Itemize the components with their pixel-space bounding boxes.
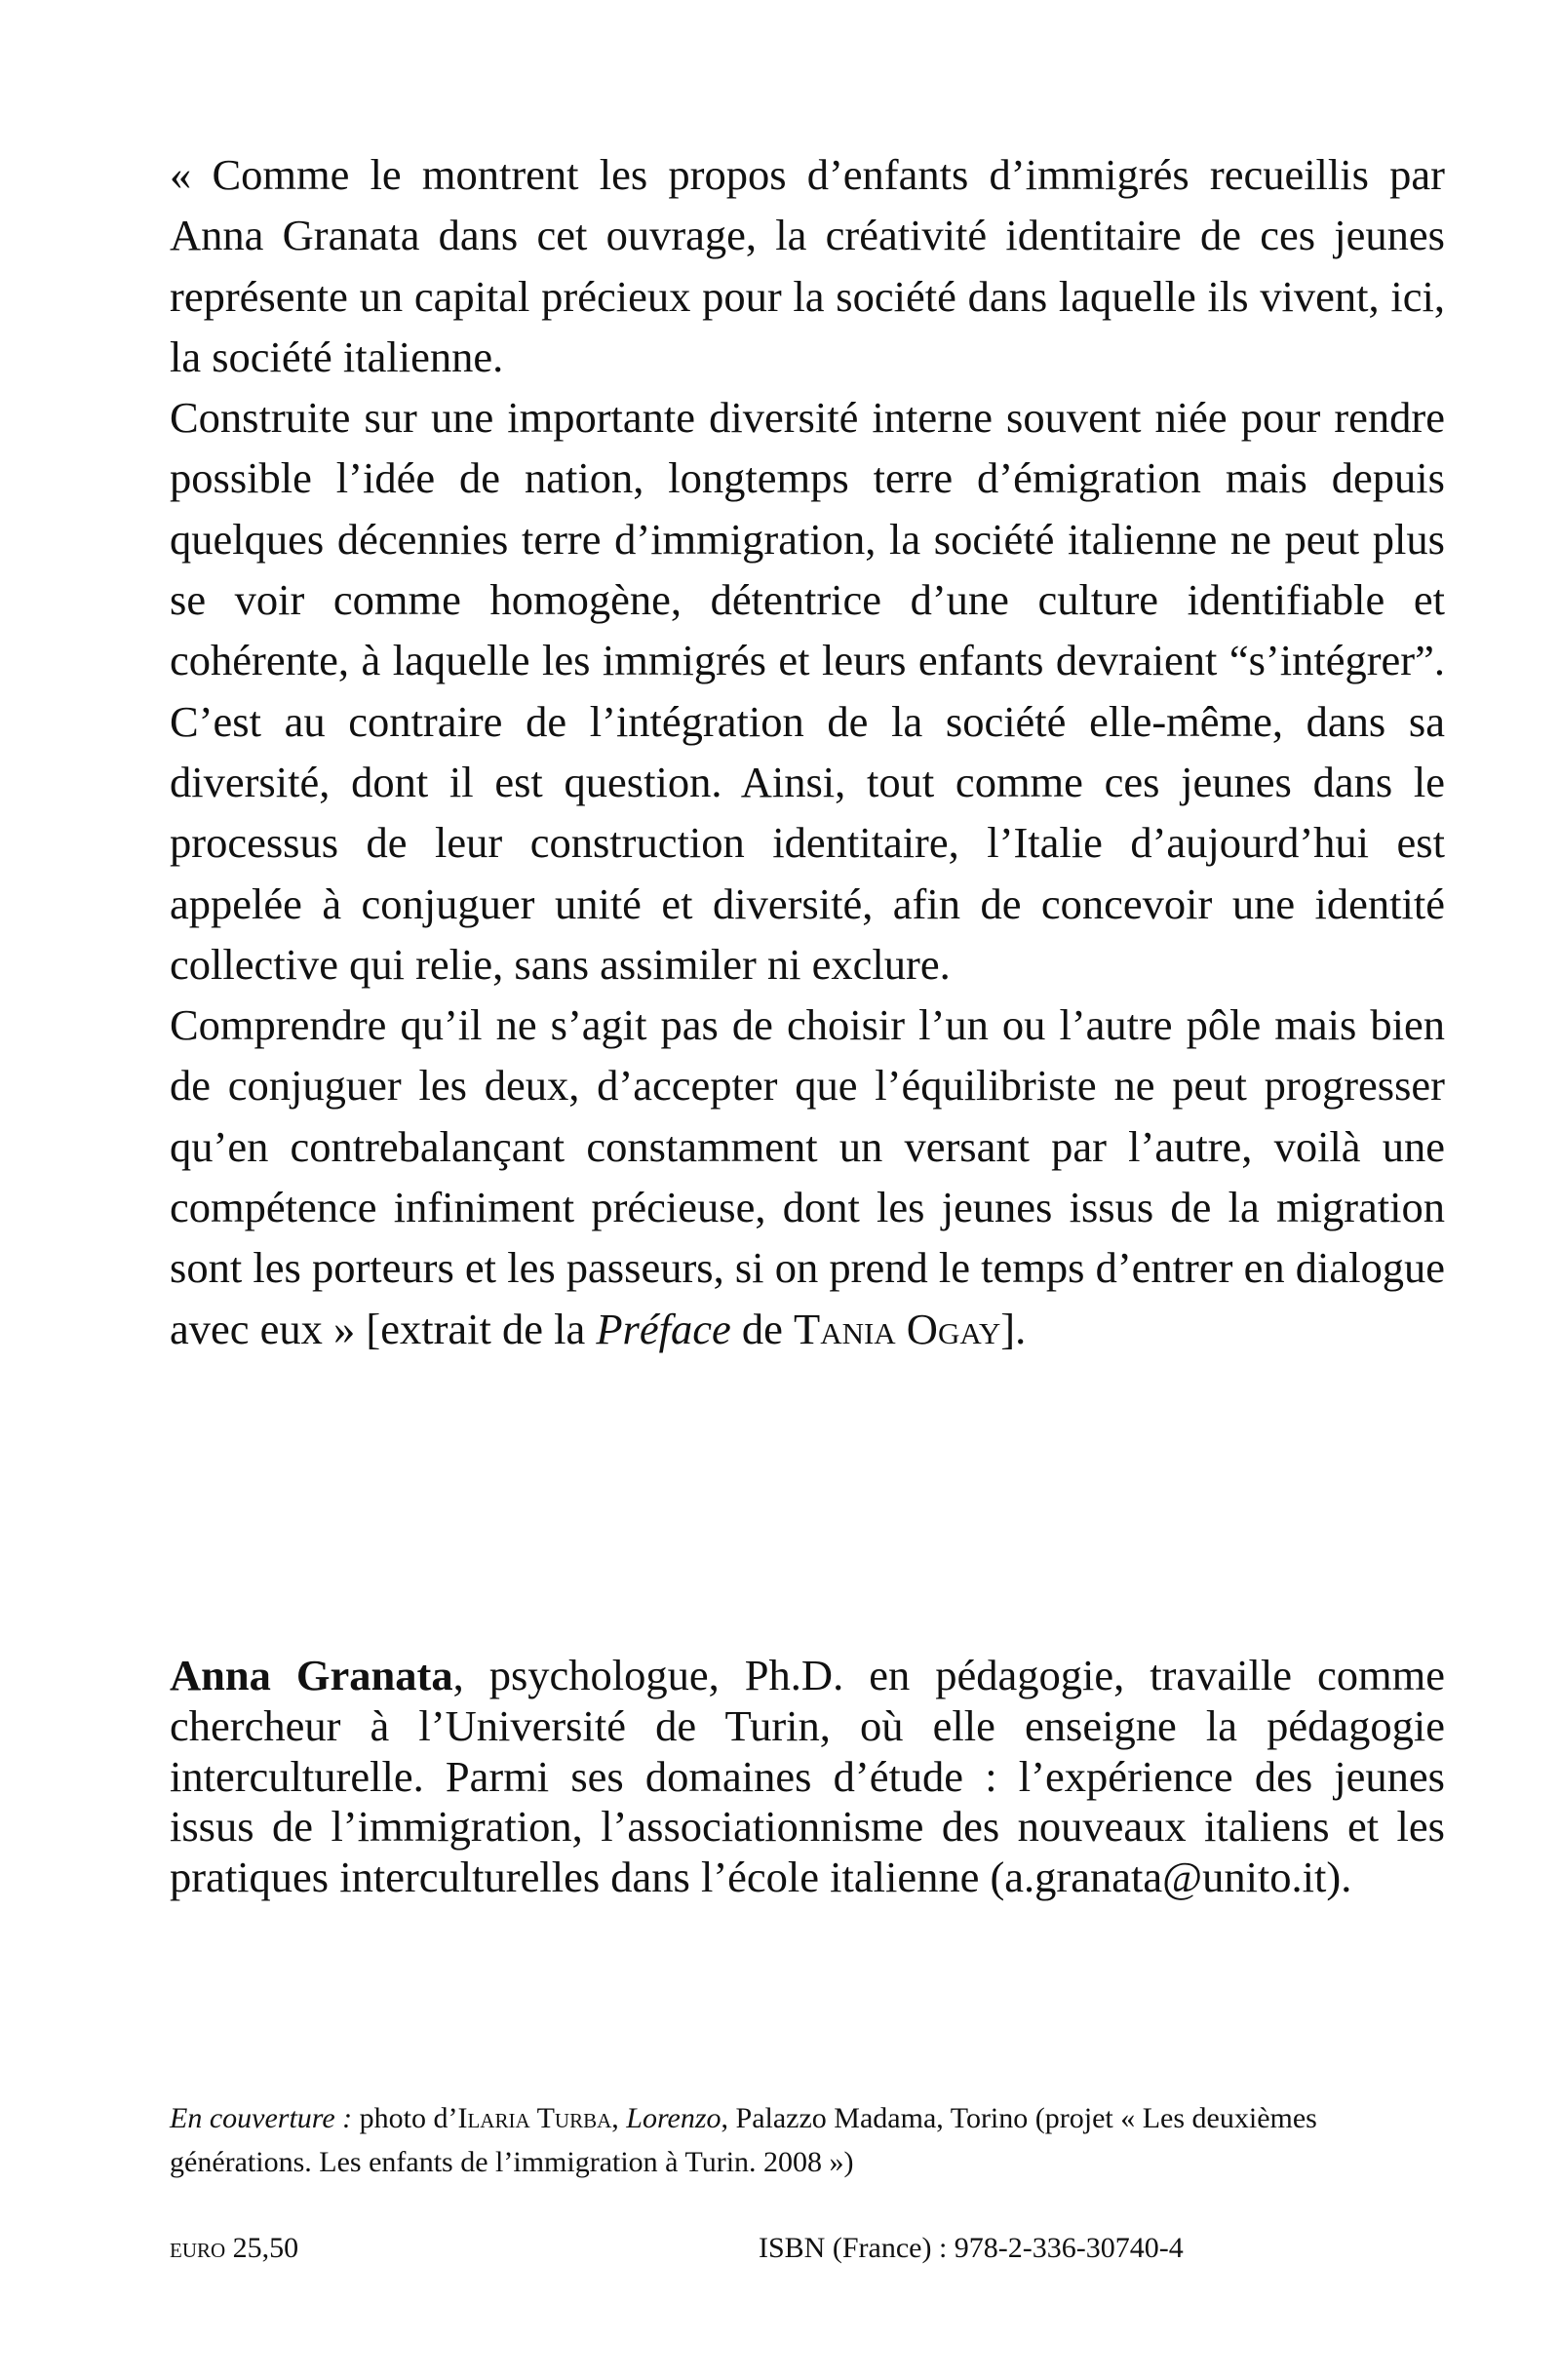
- price-currency: euro: [170, 2232, 226, 2264]
- price-value: 25,50: [232, 2232, 299, 2264]
- quote-paragraph-1: [170, 144, 1445, 387]
- quote-paragraph-3-text: Comprendre qu’il ne s’agit pas de choisir l’un ou l’autre pôle mais bien de conjuguer les deux, d’accepter que l’équilibriste ne peut progresser qu’en contrebalançant constamment un versant par l’autre, voilà une compétence infiniment précieuse, dont les jeunes issus de la migration sont les porteurs et les passeurs, si on prend le temps d’entrer en dialogue avec eux »: [170, 1000, 1445, 1353]
- author-bio: [170, 1651, 1445, 1903]
- cover-credit-work: Lorenzo: [626, 2102, 722, 2134]
- attribution-prefix: [extrait de la: [366, 1304, 586, 1353]
- quote-paragraph-1-text: « Comme le montrent les propos d’enfants d’immigrés recueillis par Anna Granata dans cet ouvrage, la créativité identitaire de ces jeunes représente un capital précieux pour la société dans laquelle ils vivent, ici, la société italienne.: [170, 150, 1445, 381]
- quote-paragraph-3: [170, 995, 1445, 1359]
- attribution-title: Préface: [596, 1304, 731, 1353]
- cover-credit-photo-prefix: photo d’: [359, 2102, 458, 2134]
- attribution-de: de: [741, 1304, 783, 1353]
- cover-credit-paragraph: En couverture : photo d’Ilaria Turba, Lorenzo, Palazzo Madama, Torino (projet « Les deuxièmes générations. Les enfants de l’immigration à Turin. 2008 »): [170, 2102, 1317, 2178]
- quote-paragraph-2: [170, 387, 1445, 995]
- cover-credit: [170, 2096, 1445, 2184]
- quote-paragraph-2-text: Construite sur une importante diversité interne souvent niée pour rendre possible l’idée de nation, longtemps terre d’émigration mais depuis quelques décennies terre d’immigration, la société italienne ne peut plus se voir comme homogène, détentrice d’une culture identifiable et cohérente, à laquelle les immigrés et leurs enfants devraient “s’intégrer”. C’est au contraire de l’intégration de la société elle-même, dans sa diversité, dont il est question. Ainsi, tout comme ces jeunes dans le processus de leur construction identitaire, l’Italie d’aujourd’hui est appelée à conjuguer unité et diversité, afin de concevoir une identité collective qui relie, sans assimiler ni exclure.: [170, 393, 1445, 989]
- cover-credit-photographer: Ilaria Turba: [457, 2102, 612, 2134]
- author-name: Anna Granata: [170, 1651, 453, 1699]
- attribution-author: Tania Ogay: [794, 1304, 1001, 1353]
- cover-credit-label: En couverture :: [170, 2102, 353, 2134]
- cover-credit-details: , Palazzo Madama, Torino (projet « Les deuxièmes générations. Les enfants de l’immigration à Turin. 2008 »): [170, 2102, 1317, 2178]
- attribution-suffix: ].: [1000, 1304, 1027, 1353]
- price: [170, 2229, 298, 2268]
- author-bio-paragraph: [170, 1651, 1445, 1903]
- author-bio-text: , psychologue, Ph.D. en pédagogie, travaille comme chercheur à l’Université de Turin, où elle enseigne la pédagogie interculturelle. Parmi ses domaines d’étude : l’expérience des jeunes issus de l’immigration, l’associationnisme des nouveaux italiens et les pratiques interculturelles dans l’école italienne (a.granata@unito.it).: [170, 1651, 1445, 1902]
- preface-quote: [170, 144, 1445, 1359]
- isbn: ISBN (France) : 978-2-336-30740-4: [759, 2232, 1184, 2264]
